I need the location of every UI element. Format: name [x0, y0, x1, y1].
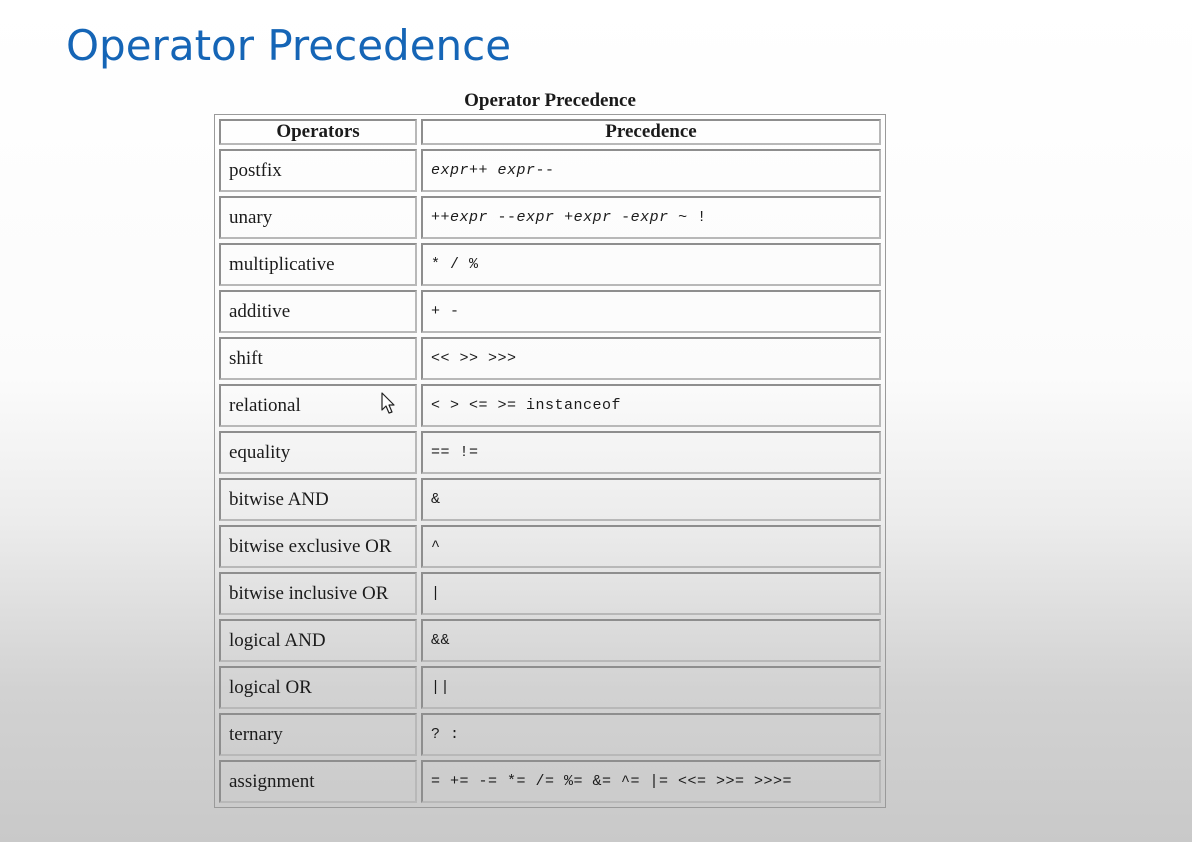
operator-cell: bitwise exclusive OR — [219, 525, 417, 568]
precedence-cell: == != — [421, 431, 881, 474]
operator-cell: multiplicative — [219, 243, 417, 286]
table-row — [219, 619, 881, 662]
table-row — [219, 760, 881, 803]
precedence-cell: && — [421, 619, 881, 662]
table-row — [219, 196, 881, 239]
operator-cell: ternary — [219, 713, 417, 756]
precedence-cell: | — [421, 572, 881, 615]
table-header-row — [219, 119, 881, 145]
precedence-cell: ++expr --expr +expr -expr ~ ! — [421, 196, 881, 239]
precedence-cell: expr++ expr-- — [421, 149, 881, 192]
precedence-cell: ^ — [421, 525, 881, 568]
operator-cell: shift — [219, 337, 417, 380]
precedence-cell: * / % — [421, 243, 881, 286]
header-operators: Operators — [219, 119, 417, 145]
slide-title: Operator Precedence — [66, 21, 512, 70]
table-row — [219, 525, 881, 568]
operator-cell: logical OR — [219, 666, 417, 709]
table-row — [219, 431, 881, 474]
operator-cell: bitwise AND — [219, 478, 417, 521]
precedence-cell: & — [421, 478, 881, 521]
precedence-table-frame — [214, 114, 886, 808]
operator-cell: postfix — [219, 149, 417, 192]
operator-cell: equality — [219, 431, 417, 474]
operator-cell: assignment — [219, 760, 417, 803]
precedence-cell: || — [421, 666, 881, 709]
operator-cell: additive — [219, 290, 417, 333]
mouse-pointer-icon — [381, 392, 397, 416]
table-caption: Operator Precedence — [464, 90, 636, 111]
table-row — [219, 384, 881, 427]
precedence-cell: = += -= *= /= %= &= ^= |= <<= >>= >>>= — [421, 760, 881, 803]
operator-cell: bitwise inclusive OR — [219, 572, 417, 615]
table-row — [219, 572, 881, 615]
operator-cell: relational — [219, 384, 417, 427]
precedence-table — [215, 115, 885, 807]
table-row — [219, 713, 881, 756]
precedence-cell: << >> >>> — [421, 337, 881, 380]
precedence-cell: < > <= >= instanceof — [421, 384, 881, 427]
header-precedence: Precedence — [421, 119, 881, 145]
table-row — [219, 149, 881, 192]
table-row — [219, 290, 881, 333]
operator-cell: unary — [219, 196, 417, 239]
precedence-cell: + - — [421, 290, 881, 333]
precedence-cell: ? : — [421, 713, 881, 756]
table-row — [219, 478, 881, 521]
operator-cell: logical AND — [219, 619, 417, 662]
table-row — [219, 243, 881, 286]
table-row — [219, 666, 881, 709]
table-row — [219, 337, 881, 380]
